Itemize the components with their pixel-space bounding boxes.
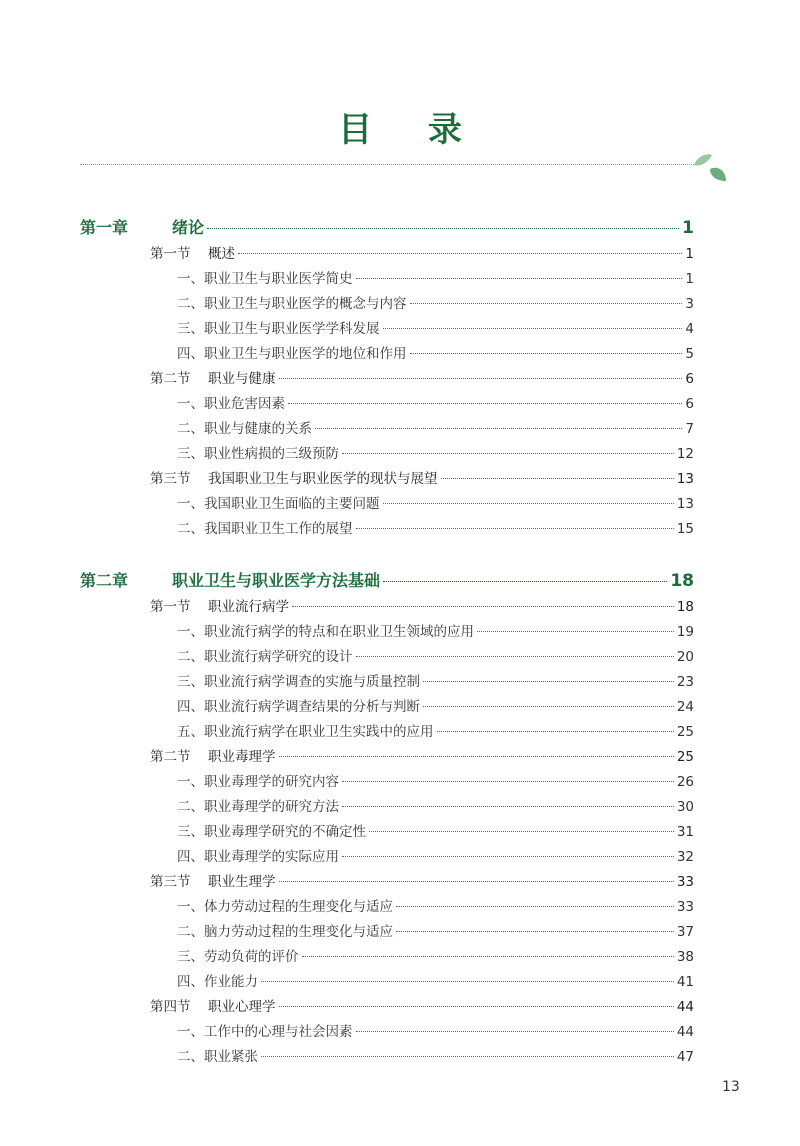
toc-item[interactable] — [80, 442, 694, 467]
toc-entry-text: 三、职业卫生与职业医学学科发展 — [177, 321, 380, 337]
toc-entry-text: 职业与健康 — [208, 371, 276, 387]
dot-leader — [383, 581, 667, 582]
toc-entry-title — [177, 920, 393, 945]
dot-leader — [369, 831, 674, 832]
toc-entry-number: 第一节 — [150, 246, 191, 262]
toc-entry-text: 二、职业紧张 — [177, 1049, 258, 1065]
toc-entry-page: 5 — [685, 346, 694, 362]
toc-entry-title — [177, 720, 434, 745]
toc-entry-number: 第一节 — [150, 599, 191, 615]
dot-leader — [342, 856, 674, 857]
table-of-contents — [80, 214, 694, 1070]
page-number: 13 — [722, 1079, 740, 1095]
toc-entry-title — [177, 392, 285, 417]
toc-entry-title — [150, 995, 276, 1020]
toc-item[interactable] — [80, 392, 694, 417]
dot-leader — [207, 228, 679, 229]
toc-entry-title — [177, 317, 380, 342]
toc-item[interactable] — [80, 1045, 694, 1070]
toc-entry-page: 33 — [676, 874, 694, 890]
toc-entry-page: 13 — [676, 496, 694, 512]
toc-entry-page: 24 — [676, 699, 694, 715]
leaf-icon — [690, 151, 730, 185]
toc-entry-title — [177, 820, 366, 845]
toc-entry-text: 职业心理学 — [208, 999, 276, 1015]
toc-chapter[interactable] — [80, 567, 694, 595]
toc-entry-number: 第二节 — [150, 371, 191, 387]
toc-entry-page: 1 — [685, 246, 694, 262]
toc-section[interactable] — [80, 870, 694, 895]
toc-entry-title — [177, 670, 420, 695]
toc-entry-number: 第四节 — [150, 999, 191, 1015]
dot-leader — [423, 681, 674, 682]
toc-entry-text: 三、劳动负荷的评价 — [177, 949, 299, 965]
toc-entry-text: 五、职业流行病学在职业卫生实践中的应用 — [177, 724, 434, 740]
toc-item[interactable] — [80, 920, 694, 945]
toc-entry-text: 三、职业性病损的三级预防 — [177, 446, 339, 462]
toc-chapter[interactable] — [80, 214, 694, 242]
dot-leader — [288, 403, 682, 404]
dot-leader — [356, 1031, 674, 1032]
dot-leader — [441, 478, 674, 479]
toc-section[interactable] — [80, 995, 694, 1020]
toc-entry-text: 一、我国职业卫生面临的主要问题 — [177, 496, 380, 512]
toc-entry-page: 1 — [685, 271, 694, 287]
toc-entry-text: 职业流行病学 — [208, 599, 289, 615]
page-title: 目 录 — [338, 110, 484, 150]
dot-leader — [396, 931, 674, 932]
toc-item[interactable] — [80, 945, 694, 970]
toc-item[interactable] — [80, 620, 694, 645]
dot-leader — [292, 606, 674, 607]
toc-entry-text: 二、职业卫生与职业医学的概念与内容 — [177, 296, 407, 312]
toc-entry-title — [177, 517, 353, 542]
toc-entry-title — [177, 845, 339, 870]
toc-entry-page: 15 — [676, 521, 694, 537]
toc-entry-title — [177, 267, 353, 292]
toc-item[interactable] — [80, 795, 694, 820]
toc-entry-text: 三、职业毒理学研究的不确定性 — [177, 824, 366, 840]
toc-entry-title — [177, 970, 258, 995]
toc-entry-number: 第三节 — [150, 874, 191, 890]
toc-entry-page: 30 — [676, 799, 694, 815]
toc-entry-page: 6 — [685, 396, 694, 412]
dot-leader — [279, 378, 683, 379]
toc-entry-text: 一、职业毒理学的研究内容 — [177, 774, 339, 790]
toc-item[interactable] — [80, 720, 694, 745]
toc-entry-title — [177, 342, 407, 367]
toc-item[interactable] — [80, 895, 694, 920]
toc-section[interactable] — [80, 745, 694, 770]
dot-leader — [342, 781, 674, 782]
toc-entry-title — [177, 770, 339, 795]
toc-entry-text: 四、职业卫生与职业医学的地位和作用 — [177, 346, 407, 362]
dot-leader — [477, 631, 674, 632]
toc-entry-text: 二、我国职业卫生工作的展望 — [177, 521, 353, 537]
toc-entry-page: 31 — [676, 824, 694, 840]
toc-entry-title — [150, 242, 235, 267]
toc-entry-page: 12 — [676, 446, 694, 462]
dot-leader — [315, 428, 682, 429]
dot-leader — [279, 1006, 674, 1007]
toc-section[interactable] — [80, 367, 694, 392]
toc-entry-title — [177, 620, 474, 645]
toc-entry-page: 26 — [676, 774, 694, 790]
toc-entry-page: 32 — [676, 849, 694, 865]
toc-item[interactable] — [80, 820, 694, 845]
dot-leader — [261, 981, 674, 982]
toc-entry-title — [80, 214, 204, 242]
toc-entry-title — [177, 492, 380, 517]
toc-entry-title — [150, 467, 438, 492]
toc-entry-page: 38 — [676, 949, 694, 965]
toc-entry-title — [177, 645, 353, 670]
toc-entry-text: 二、职业与健康的关系 — [177, 421, 312, 437]
toc-entry-number: 第二节 — [150, 749, 191, 765]
dot-leader — [356, 278, 683, 279]
toc-entry-number: 第二章 — [80, 571, 129, 590]
toc-entry-text: 三、职业流行病学调查的实施与质量控制 — [177, 674, 420, 690]
toc-entry-text: 概述 — [208, 246, 235, 262]
toc-entry-page: 37 — [676, 924, 694, 940]
title-divider — [80, 164, 698, 165]
toc-entry-text: 二、职业毒理学的研究方法 — [177, 799, 339, 815]
toc-entry-page: 7 — [685, 421, 694, 437]
toc-entry-page: 23 — [676, 674, 694, 690]
toc-entry-page: 4 — [685, 321, 694, 337]
toc-entry-title — [80, 567, 380, 595]
toc-entry-text: 二、脑力劳动过程的生理变化与适应 — [177, 924, 393, 940]
toc-entry-title — [150, 367, 276, 392]
toc-entry-title — [177, 292, 407, 317]
toc-entry-title — [177, 895, 393, 920]
toc-item[interactable] — [80, 517, 694, 542]
toc-item[interactable] — [80, 342, 694, 367]
toc-item[interactable] — [80, 695, 694, 720]
dot-leader — [261, 1056, 674, 1057]
toc-item[interactable] — [80, 645, 694, 670]
toc-entry-text: 我国职业卫生与职业医学的现状与展望 — [208, 471, 438, 487]
toc-entry-text: 二、职业流行病学研究的设计 — [177, 649, 353, 665]
toc-entry-text: 四、职业毒理学的实际应用 — [177, 849, 339, 865]
toc-entry-page: 25 — [676, 724, 694, 740]
toc-item[interactable] — [80, 670, 694, 695]
dot-leader — [396, 906, 674, 907]
dot-leader — [410, 353, 683, 354]
dot-leader — [279, 881, 674, 882]
dot-leader — [383, 328, 683, 329]
toc-entry-page: 13 — [676, 471, 694, 487]
toc-entry-text: 一、工作中的心理与社会因素 — [177, 1024, 353, 1040]
toc-item[interactable] — [80, 970, 694, 995]
toc-entry-text: 绪论 — [172, 218, 205, 237]
toc-entry-text: 四、职业流行病学调查结果的分析与判断 — [177, 699, 420, 715]
toc-item[interactable] — [80, 267, 694, 292]
toc-section[interactable] — [80, 595, 694, 620]
dot-leader — [356, 656, 674, 657]
toc-item[interactable] — [80, 292, 694, 317]
toc-entry-number: 第一章 — [80, 218, 129, 237]
toc-entry-text: 一、职业卫生与职业医学简史 — [177, 271, 353, 287]
dot-leader — [342, 453, 674, 454]
dot-leader — [342, 806, 674, 807]
toc-section[interactable] — [80, 242, 694, 267]
dot-leader — [356, 528, 674, 529]
toc-entry-page: 33 — [676, 899, 694, 915]
dot-leader — [279, 756, 674, 757]
toc-entry-title — [150, 870, 276, 895]
toc-entry-page: 3 — [685, 296, 694, 312]
toc-entry-title — [177, 1045, 258, 1070]
toc-entry-text: 职业生理学 — [208, 874, 276, 890]
toc-entry-page: 1 — [682, 218, 694, 238]
toc-entry-page: 19 — [676, 624, 694, 640]
toc-item[interactable] — [80, 770, 694, 795]
toc-entry-title — [177, 442, 339, 467]
toc-item[interactable] — [80, 317, 694, 342]
toc-entry-text: 职业卫生与职业医学方法基础 — [172, 571, 381, 590]
dot-leader — [238, 253, 682, 254]
toc-entry-text: 一、体力劳动过程的生理变化与适应 — [177, 899, 393, 915]
toc-entry-number: 第三节 — [150, 471, 191, 487]
toc-entry-title — [177, 945, 299, 970]
dot-leader — [302, 956, 674, 957]
toc-entry-title — [150, 595, 289, 620]
toc-entry-page: 47 — [676, 1049, 694, 1065]
dot-leader — [410, 303, 683, 304]
toc-item[interactable] — [80, 417, 694, 442]
toc-item[interactable] — [80, 845, 694, 870]
dot-leader — [383, 503, 674, 504]
toc-section[interactable] — [80, 467, 694, 492]
toc-entry-page: 20 — [676, 649, 694, 665]
toc-entry-text: 职业毒理学 — [208, 749, 276, 765]
toc-entry-page: 18 — [670, 571, 694, 591]
toc-entry-page: 44 — [676, 999, 694, 1015]
toc-entry-title — [177, 1020, 353, 1045]
toc-entry-text: 一、职业流行病学的特点和在职业卫生领域的应用 — [177, 624, 474, 640]
toc-entry-page: 6 — [685, 371, 694, 387]
toc-entry-page: 25 — [676, 749, 694, 765]
toc-entry-title — [177, 795, 339, 820]
toc-entry-text: 四、作业能力 — [177, 974, 258, 990]
dot-leader — [437, 731, 674, 732]
toc-entry-page: 41 — [676, 974, 694, 990]
dot-leader — [423, 706, 674, 707]
toc-entry-title — [177, 695, 420, 720]
toc-entry-title — [177, 417, 312, 442]
toc-item[interactable] — [80, 492, 694, 517]
toc-entry-page: 18 — [676, 599, 694, 615]
toc-entry-title — [150, 745, 276, 770]
toc-item[interactable] — [80, 1020, 694, 1045]
toc-entry-text: 一、职业危害因素 — [177, 396, 285, 412]
toc-entry-page: 44 — [676, 1024, 694, 1040]
